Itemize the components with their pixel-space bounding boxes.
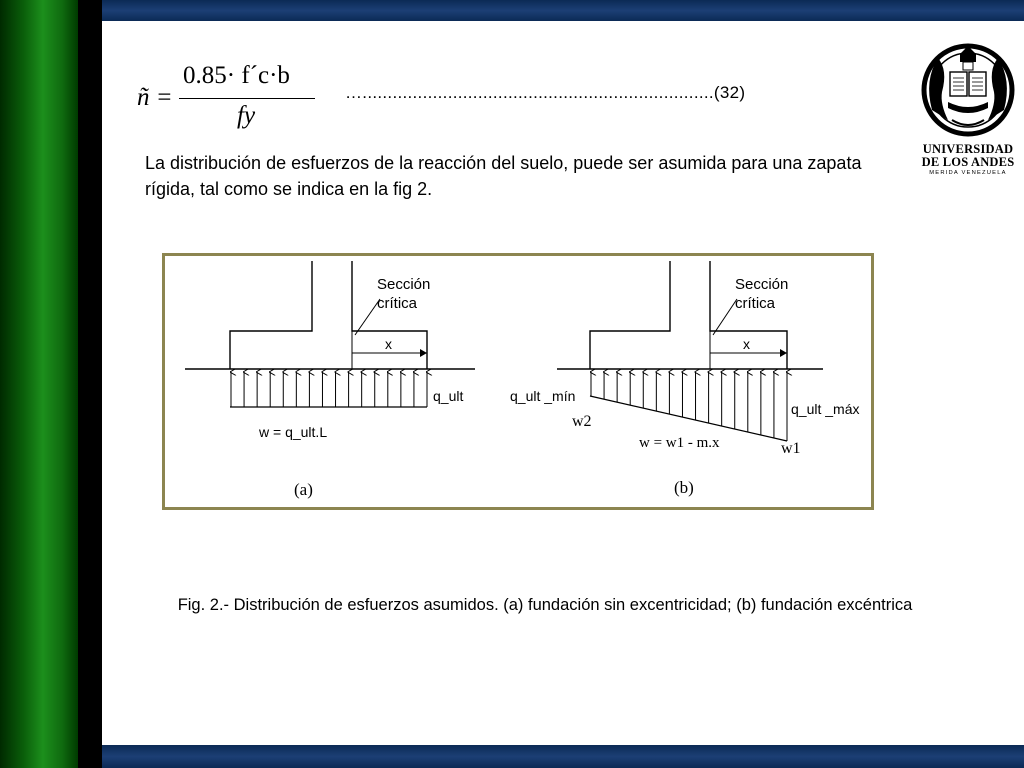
university-logo: [918, 40, 1018, 180]
q-ult-label-a: q_ult: [433, 388, 464, 404]
w2-label-b: w2: [572, 413, 592, 430]
section-label-a-1: Sección: [377, 276, 431, 293]
body-paragraph: La distribución de esfuerzos de la reacción del suelo, puede ser asumida para una zapata rígida, tal como se indica en la fig 2.: [145, 153, 862, 199]
panel-a: [185, 261, 475, 499]
section-label-b-1: Sección: [735, 276, 789, 293]
university-crest-icon: [918, 40, 1018, 140]
w-label-a: w = q_ult.L: [259, 424, 328, 440]
formula-denominator: fy: [237, 102, 256, 129]
x-label-b: x: [743, 336, 750, 352]
formula-lhs: ñ =: [137, 84, 173, 111]
figure-2-diagram: [165, 256, 871, 507]
x-label-a: x: [385, 336, 392, 352]
w1-label-b: w1: [781, 440, 801, 457]
pressure-arrows-b: [591, 372, 787, 441]
section-label-a-2: crítica: [377, 295, 418, 312]
bottom-navy-bar: [102, 745, 1024, 768]
logo-text-line3: MERIDA VENEZUELA: [929, 170, 1007, 176]
equation-32: [135, 58, 875, 138]
logo-text-line1: UNIVERSIDAD: [922, 142, 1014, 156]
leader-line-b: [713, 299, 737, 335]
fraction-line: [179, 98, 315, 99]
panel-b: [510, 261, 859, 497]
left-green-stripe: [0, 0, 78, 768]
pressure-arrows-a: [231, 372, 427, 407]
top-navy-bar: [102, 0, 1024, 21]
q-min-label-b: q_ult _mín: [510, 388, 576, 404]
formula-numerator: 0.85· f´c·b: [183, 62, 290, 89]
section-label-b-2: crítica: [735, 295, 776, 312]
q-max-label-b: q_ult _máx: [791, 401, 860, 417]
equation-number: …......................................................................(32): [345, 83, 746, 102]
w-label-b: w = w1 - m.x: [639, 435, 720, 451]
logo-text-line2: DE LOS ANDES: [921, 155, 1015, 169]
figure-2-frame: [162, 253, 874, 510]
panel-label-b: (b): [674, 478, 694, 497]
left-black-stripe: [78, 0, 102, 768]
panel-label-a: (a): [294, 480, 313, 499]
figure-caption: Fig. 2.- Distribución de esfuerzos asumidos. (a) fundación sin excentricidad; (b) fundación excéntrica: [177, 596, 913, 614]
